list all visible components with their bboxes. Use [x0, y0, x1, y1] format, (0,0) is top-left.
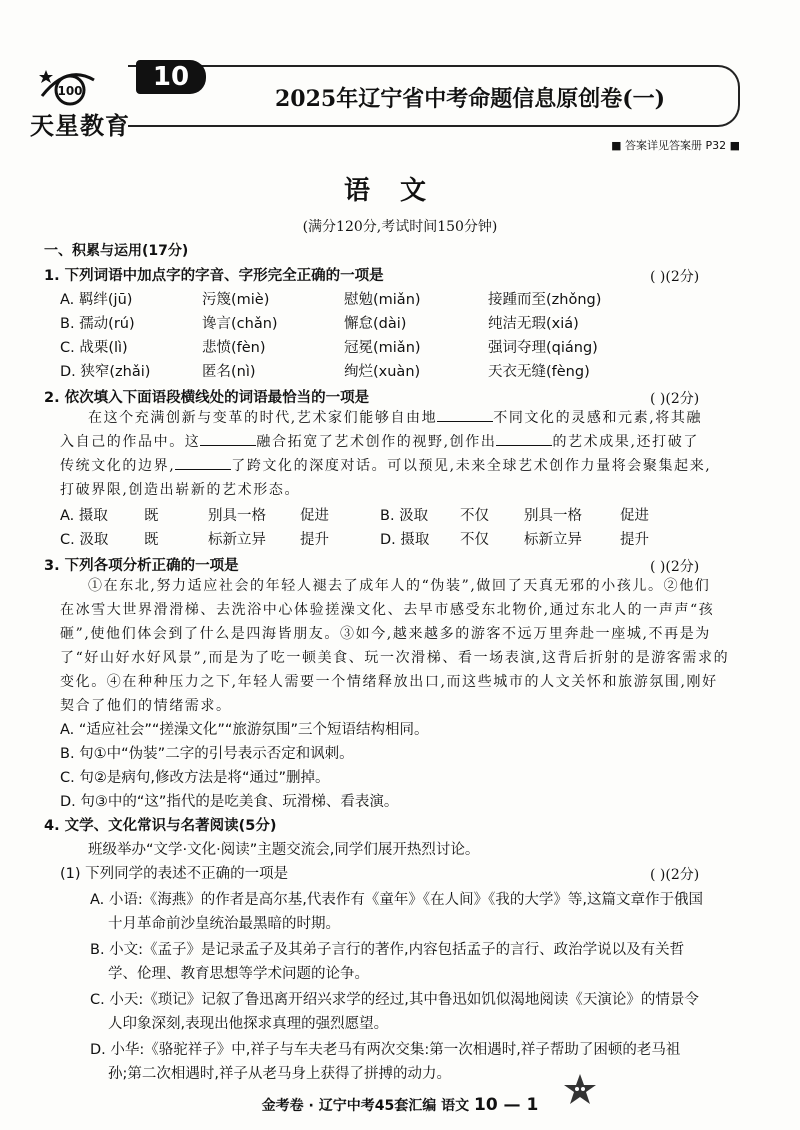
- q1-stem: 1. 下列词语中加点字的字音、字形完全正确的一项是: [44, 268, 384, 284]
- q2-fill-blank-1[interactable]: [437, 407, 493, 422]
- q2-passage-line-3: 传统文化的边界, 了跨文化的深度对话。可以预见,未来全球艺术创作力量将会聚集起来,: [60, 454, 711, 478]
- page-number: 10 — 1: [473, 1095, 539, 1115]
- q2-fill-blank-2[interactable]: [200, 431, 256, 446]
- footer-series: 金考卷 · 辽宁中考45套汇编 语文: [261, 1098, 470, 1114]
- logo-icon: [32, 62, 102, 108]
- paper-number-badge: 10: [136, 60, 206, 94]
- paper-title: 2025年辽宁省中考命题信息原创卷(一): [274, 86, 666, 112]
- logo-text: 100: [57, 84, 83, 98]
- q4-option-c-line-1: C. 小天:《琐记》记叙了鲁迅离开绍兴求学的经过,其中鲁迅如饥似渴地阅读《天演论》的情景令: [90, 992, 699, 1008]
- q3-stem: 3. 下列各项分析正确的一项是: [44, 558, 239, 574]
- q4-option-a-line-2: 十月革命前沙皇统治最黑暗的时期。: [108, 916, 340, 932]
- q3-passage-line-2: 在冰雪大世界滑滑梯、去洗浴中心体验搓澡文化、去早市感受东北物价,通过东北人的一声声“孩: [60, 602, 715, 618]
- q3-passage-line-4: 了“好山好水好风景”,而是为了吃一顿美食、玩一次滑梯、看一场表演,这背后折射的是游客需求的: [60, 650, 730, 666]
- subject-title: 语文: [343, 176, 456, 206]
- star-mascot-icon: [562, 1072, 598, 1108]
- q2-answer-blank[interactable]: ( )(2分): [650, 391, 700, 407]
- q2-passage-line-4: 打破界限,创造出崭新的艺术形态。: [60, 482, 301, 498]
- q3-passage-line-5: 变化。④在种种压力之下,年轻人需要一个情绪释放出口,而这些城市的人文关怀和旅游氛围,刚好: [60, 674, 718, 690]
- q4-option-b-line-2: 学、伦理、教育思想等学术问题的论争。: [108, 966, 369, 982]
- q2-passage-line-2: 入自己的作品中。这 融合拓宽了艺术创作的视野,创作出 的艺术成果,还打破了: [60, 430, 699, 454]
- q4-option-d-line-1: D. 小华:《骆驼祥子》中,祥子与车夫老马有两次交集:第一次相遇时,祥子帮助了困顿的老马祖: [90, 1042, 681, 1058]
- q2-passage-line-1: 在这个充满创新与变革的时代,艺术家们能够自由地 不同文化的灵感和元素,将其融: [88, 406, 702, 430]
- q2-fill-blank-4[interactable]: [175, 455, 231, 470]
- q4-option-c-line-2: 人印象深刻,表现出他探求真理的强烈愿望。: [108, 1016, 389, 1032]
- section-heading: 一、积累与运用(17分): [44, 243, 189, 259]
- q3-answer-blank[interactable]: ( )(2分): [650, 559, 700, 575]
- q3-option-a: A. “适应社会”“搓澡文化”“旅游氛围”三个短语结构相同。: [60, 722, 429, 738]
- q3-option-d: D. 句③中的“这”指代的是吃美食、玩滑梯、看表演。: [60, 794, 399, 810]
- q3-option-b: B. 句①中“伪装”二字的引号表示否定和讽刺。: [60, 746, 354, 762]
- brand-name: 天星教育: [30, 112, 130, 140]
- q3-passage-line-3: 砸”,使他们体会到了什么是四海皆朋友。③如今,越来越多的游客不远万里奔赴一座城,不再是为: [60, 626, 711, 642]
- q2-fill-blank-3[interactable]: [496, 431, 552, 446]
- q4-sub1-stem: (1) 下列同学的表述不正确的一项是: [60, 866, 289, 882]
- q4-option-b-line-1: B. 小文:《孟子》是记录孟子及其弟子言行的著作,内容包括孟子的言行、政治学说以及有关哲: [90, 942, 685, 958]
- q4-option-a-line-1: A. 小语:《海燕》的作者是高尔基,代表作有《童年》《在人间》《我的大学》等,这篇文章作于俄国: [90, 892, 703, 908]
- q4-stem: 4. 文学、文化常识与名著阅读(5分): [44, 818, 277, 834]
- page-footer: [0, 1095, 800, 1115]
- q1-answer-blank[interactable]: ( )(2分): [650, 269, 700, 285]
- q3-passage-line-6: 契合了他们的情绪需求。: [60, 698, 232, 714]
- q4-intro: 班级举办“文学·文化·阅读”主题交流会,同学们展开热烈讨论。: [88, 842, 480, 858]
- exam-info: (满分120分,考试时间150分钟): [302, 219, 498, 235]
- q4-option-d-line-2: 孙;第二次相遇时,祥子从老马身上获得了拼搏的动力。: [108, 1066, 451, 1082]
- answer-note: ■ 答案详见答案册 P32 ■: [611, 139, 740, 152]
- q3-passage-line-1: ①在东北,努力适应社会的年轻人褪去了成年人的“伪装”,做回了天真无邪的小孩儿。②他们: [88, 578, 711, 594]
- q3-option-c: C. 句②是病句,修改方法是将“通过”删掉。: [60, 770, 330, 786]
- q4-sub1-answer-blank[interactable]: ( )(2分): [650, 867, 700, 883]
- q2-stem: 2. 依次填入下面语段横线处的词语最恰当的一项是: [44, 390, 370, 406]
